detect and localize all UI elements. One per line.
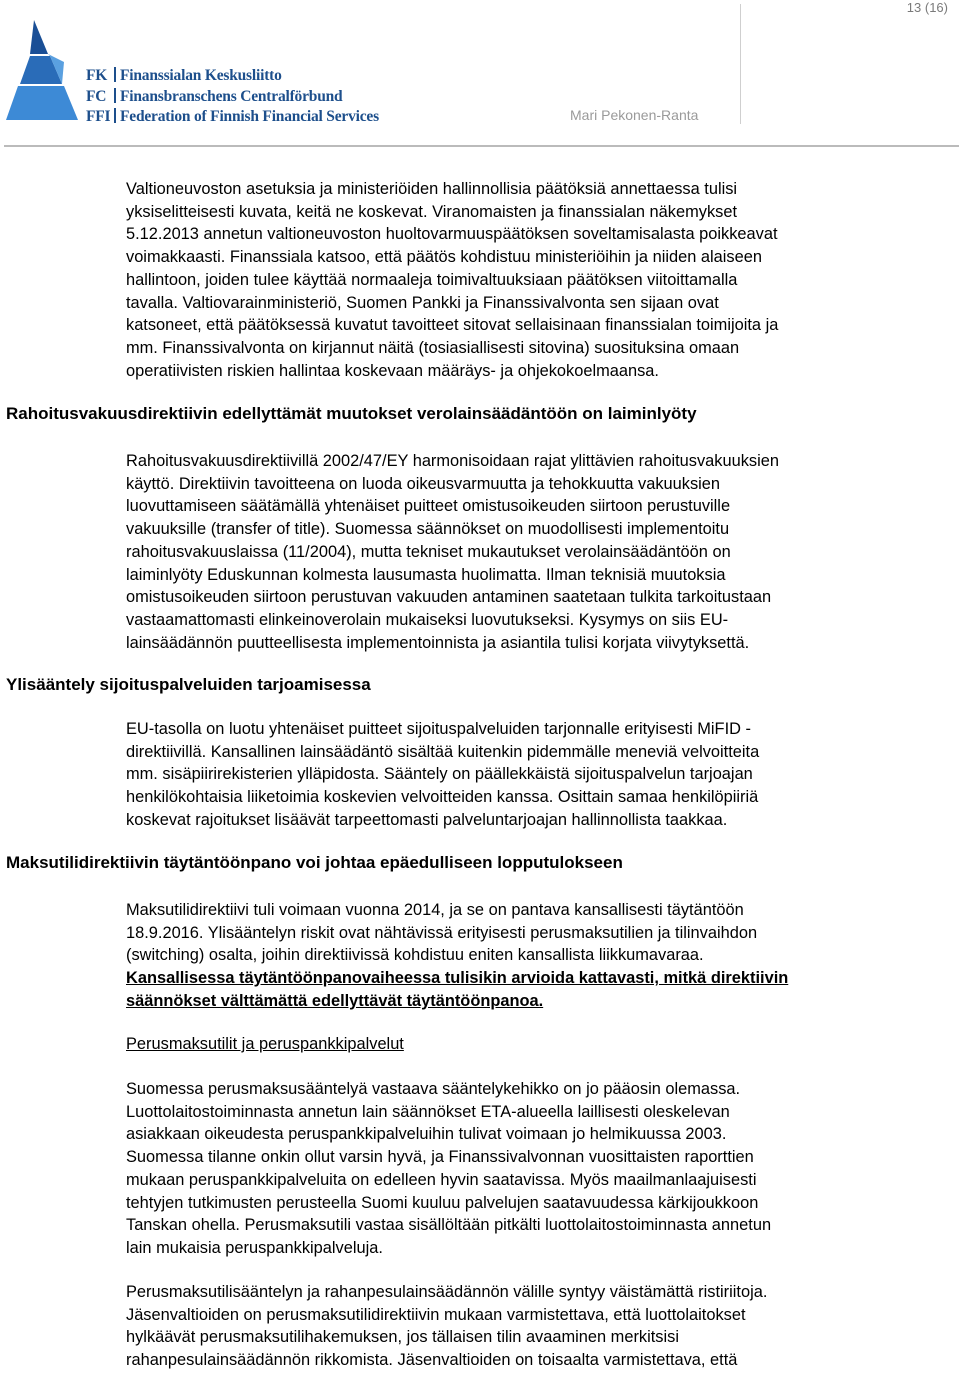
paragraph-readiness: Valtioneuvoston asetuksia ja ministeriöiden hallinnollisia päätöksiä annettaessa tulisi yksiselitteisesti kuvata, keitä ne koskevat. Viranomaisten ja finanssialan näkemykset 5.12.2013 annetun valtioneuvoston huoltovarmuuspäätöksen soveltamisalasta poikkeavat voimakkaasti. Finanssiala katsoo, että päätös kohdistuu ministeriöihin ja niiden alaiseen hallintoon, joiden tulee käyttää normaaleja toimivaltuuksiaan päätöksen viitoittamalla tavalla. Valtiovarainministeriö, Suomen Pankki ja Finanssivalvonta sen sijaan ovat katsoneet, että päätöksessä kuvatut tavoitteet sitovat sellaisinaan finanssialan toimijoita ja mm. Finanssivalvonta on kirjannut näitä (tosiasiallisesti sitovina) suosituksina omaan operatiivisten riskien hallintaa koskevaan määräys- ja ohjekokoelmaansa. [126, 180, 779, 380]
page-number: 13 (16) [906, 0, 948, 15]
paragraph-collateral: Rahoitusvakuusdirektiivillä 2002/47/EY harmonisoidaan rajat ylittävien rahoitusvakuuksien käyttö. Direktiivin tavoitteena on luoda oikeusvarmuutta ja tehokkuutta vakuuksien luovuttamiseen säätämällä yhtenäiset puitteet omistusoikeuden siirtoon perustuville vakuuksille (transfer of title). Suomessa säännökset on muodollisesti implementoitu rahoitusvakuuslaissa (11/2004), mutta tekniset mukautukset verolainsäädäntöön on laiminlyöty Eduskunnan kolmesta lausumasta huolimatta. Ilman teknisiä muutoksia omistusoikeuden siirtoon perustuvan vakuuden antaminen saatetaan tulkita tarkoitustaan vastaamattomasti elinkeinoverolain mukaiseksi luovutukseksi. Kysymys on siis EU- lainsäädännön puutteellisesta implementoinnista ja asiantila tulisi korjata viivytyksettä. [126, 452, 779, 652]
paragraph-basic-accounts: Suomessa perusmaksusääntelyä vastaava sääntelykehikko on jo pääosin olemassa. Luottolaitostoiminnasta annetun lain säännökset ETA-alueella laillisesti oleskelevan asiakkaan oikeudesta peruspankkipalveluihin tulivat voimaan jo helmikuussa 2003. Suomessa tilanne onkin ollut varsin hyvä, ja Finanssivalvonnan vuosittaisten raporttien mukaan peruspankkipalveluita on edelleen hyvin saatavissa. Myös maailmanlaajuisesti tehtyjen tutkimusten perusteella Suomi kuuluu palvelujen saatavuudessa kärkijoukkoon Tanskan ohella. Perusmaksutili vastaa sisällöltään pitkälti luottolaitostoiminnasta annetun lain mukaisia peruspankkipalveluja. [126, 1080, 772, 1257]
paragraph-investment-services: EU-tasolla on luotu yhtenäiset puitteet sijoituspalveluiden tarjonnalle erityisesti MiFID - direktiivillä. Kansallinen lainsäädäntö sisältää kuitenkin pidemmälle meneviä velvoitteita mm. sisäpiirirekisterien ylläpidosta. Sääntely on päällekkäistä sijoituspalvelun tarjoajan henkilökohtaisia liiketoimia koskevien velvoitteiden kanssa. Osittain samaa henkilöpiiriä koskevat rajoitukset lisäävät tarpeettomasti palveluntarjoajan hallinnollista taakkaa. [126, 720, 760, 829]
emphasis-text: Kansallisessa täytäntöönpanovaiheessa tulisikin arvioida kattavasti, mitkä direktiivin [126, 969, 789, 988]
subheading-basic-accounts: Perusmaksutilit ja peruspankkipalvelut [126, 1035, 404, 1053]
paragraph-payment-accounts: Maksutilidirektiivi tuli voimaan vuonna 2014, ja se on pantava kansallisesti täytäntöön 18.9.2016. Ylisääntelyn riskit ovat nähtävissä erityisesti perusmaksutilien ja tilinvaihdon (switching) osalta, joihin direktiivissä kohdistuu eniten kansallista liikkumavaraa. Kansallisessa täytäntöönpanovaiheessa tulisikin arvioida kattavasti, mitkä direktiivin säännökset välttämättä edellyttävät täytäntöönpanoa. [126, 899, 960, 1013]
section-heading-investment-services: Ylisääntely sijoituspalveluiden tarjoamisessa [6, 675, 371, 694]
fk-logo [0, 20, 400, 130]
logo-text [86, 66, 379, 128]
section-heading-payment-accounts: Maksutilidirektiivin täytäntöönpano voi johtaa epäedulliseen lopputulokseen [6, 853, 623, 872]
logo-line-fk: FK Finanssialan Keskusliitto [86, 67, 282, 84]
paragraph-money-laundering: Perusmaksutilisääntelyn ja rahanpesulainsäädännön välille syntyy väistämättä ristiriitoja. Jäsenvaltioiden on perusmaksutilidirektiivin mukaan varmistettava, että luottolaitokset hylkäävät perusmaksutilihakemuksen, jos tällaisen tilin avaaminen merkitsisi rahanpesulainsäädännön rikkomista. Jäsenvaltioiden on toisaalta varmistettava, että [126, 1283, 768, 1370]
author-name: Mari Pekonen-Ranta [570, 107, 699, 123]
header-divider [740, 4, 741, 124]
emphasis-text: säännökset välttämättä edellyttävät täytäntöönpanoa. [126, 991, 544, 1010]
logo-line-ffi: FFI Federation of Finnish Financial Services [86, 108, 379, 125]
section-heading-collateral: Rahoitusvakuusdirektiivin edellyttämät muutokset verolainsäädäntöön on laiminlyöty [6, 404, 697, 423]
header-rule [4, 145, 959, 147]
logo-mark-icon [4, 20, 86, 124]
page-header [0, 0, 960, 148]
logo-line-fc: FC Finansbranschens Centralförbund [86, 87, 343, 105]
